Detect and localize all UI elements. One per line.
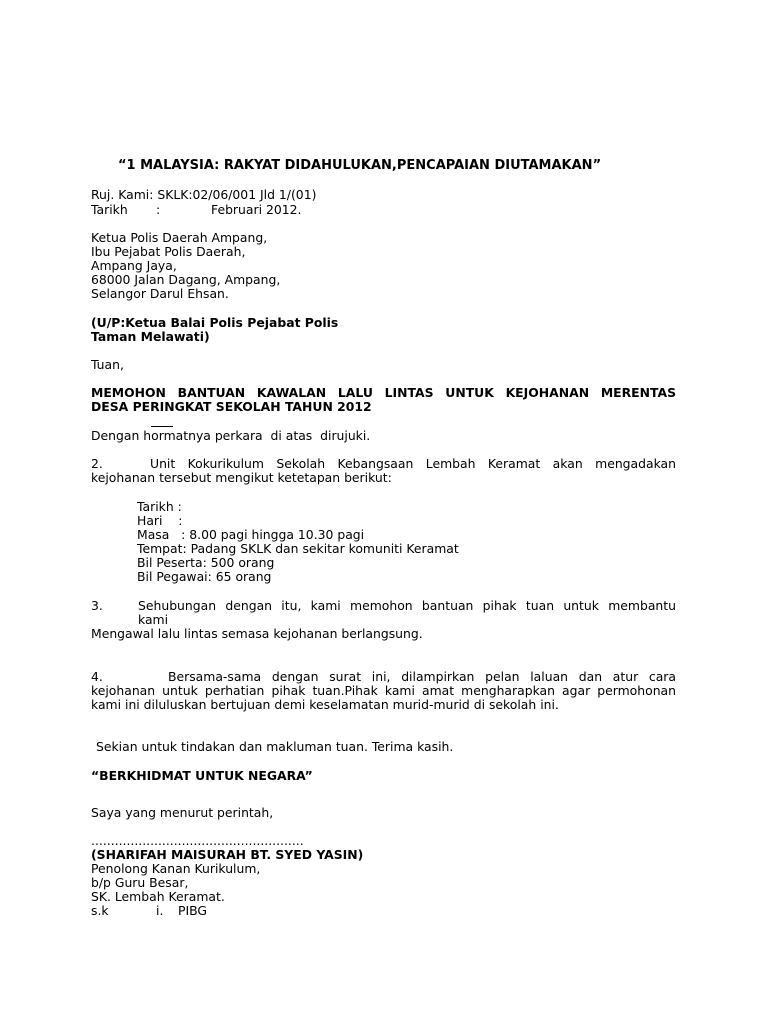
cc-item: PIBG bbox=[178, 903, 208, 918]
para2-number: 2. bbox=[91, 456, 103, 471]
closing-sentence: Sekian untuk tindakan dan makluman tuan. Terima kasih. bbox=[96, 739, 454, 754]
signatory-school: SK. Lembah Keramat. bbox=[91, 889, 225, 904]
subject-line-2: DESA PERINGKAT SEKOLAH TAHUN 2012 bbox=[91, 399, 372, 414]
para4-line1: Bersama-sama dengan surat ini, dilampirkan pelan laluan dan atur cara bbox=[168, 669, 676, 684]
para3-line2: kami bbox=[138, 612, 169, 627]
date-value: Februari 2012. bbox=[211, 202, 302, 217]
subject-underline bbox=[151, 426, 173, 427]
reference-number: Ruj. Kami: SKLK:02/06/001 Jld 1/(01) bbox=[91, 187, 317, 202]
detail-row: Bil Peserta: 500 orang bbox=[137, 555, 275, 570]
para2-line1: Unit Kokurikulum Sekolah Kebangsaan Lembah Keramat akan mengadakan bbox=[150, 456, 676, 471]
recipient-line: 68000 Jalan Dagang, Ampang, bbox=[91, 272, 281, 287]
para4-line3: kami ini diluluskan bertujuan demi keselamatan murid-murid di sekolah ini. bbox=[91, 697, 559, 712]
recipient-line: Selangor Darul Ehsan. bbox=[91, 286, 229, 301]
para3-number: 3. bbox=[91, 598, 103, 613]
detail-row: Tempat: Padang SKLK dan sekitar komuniti Keramat bbox=[137, 541, 459, 556]
signatory-for: b/p Guru Besar, bbox=[91, 875, 189, 890]
para3-line1: Sehubungan dengan itu, kami memohon bantuan pihak tuan untuk membantu bbox=[138, 598, 676, 613]
para4-line2: kejohanan untuk perhatian pihak tuan.Pihak kami amat mengharapkan agar permohonan bbox=[91, 683, 676, 698]
para4-number: 4. bbox=[91, 669, 103, 684]
attention-line: Taman Melawati) bbox=[91, 329, 210, 344]
signatory-name: (SHARIFAH MAISURAH BT. SYED YASIN) bbox=[91, 847, 364, 862]
para3-line3: Mengawal lalu lintas semasa kejohanan berlangsung. bbox=[91, 626, 423, 641]
subject-line-1: MEMOHON BANTUAN KAWALAN LALU LINTAS UNTUK KEJOHANAN MERENTAS bbox=[91, 385, 676, 400]
motto-heading: “1 MALAYSIA: RAKYAT DIDAHULUKAN,PENCAPAIAN DIUTAMAKAN” bbox=[118, 158, 602, 173]
cc-label: s.k bbox=[91, 903, 109, 918]
detail-row: Masa : 8.00 pagi hingga 10.30 pagi bbox=[137, 527, 365, 542]
recipient-line: Ketua Polis Daerah Ampang, bbox=[91, 230, 268, 245]
signature-line: ...................................................... bbox=[91, 833, 304, 848]
salutation: Tuan, bbox=[91, 357, 124, 372]
slogan: “BERKHIDMAT UNTUK NEGARA” bbox=[91, 768, 313, 783]
detail-row: Bil Pegawai: 65 orang bbox=[137, 569, 272, 584]
attention-line: (U/P:Ketua Balai Polis Pejabat Polis bbox=[91, 315, 339, 330]
recipient-line: Ibu Pejabat Polis Daerah, bbox=[91, 244, 246, 259]
date-colon: : bbox=[156, 202, 161, 217]
recipient-line: Ampang Jaya, bbox=[91, 258, 177, 273]
detail-row: Hari : bbox=[137, 513, 183, 528]
date-label: Tarikh bbox=[91, 202, 128, 217]
signatory-title: Penolong Kanan Kurikulum, bbox=[91, 861, 261, 876]
cc-item-number: i. bbox=[156, 903, 164, 918]
detail-row: Tarikh : bbox=[137, 499, 182, 514]
opening-sentence: Dengan hormatnya perkara di atas dirujuki. bbox=[91, 428, 371, 443]
para2-line2: kejohanan tersebut mengikut ketetapan berikut: bbox=[91, 470, 392, 485]
sign-off: Saya yang menurut perintah, bbox=[91, 805, 274, 820]
